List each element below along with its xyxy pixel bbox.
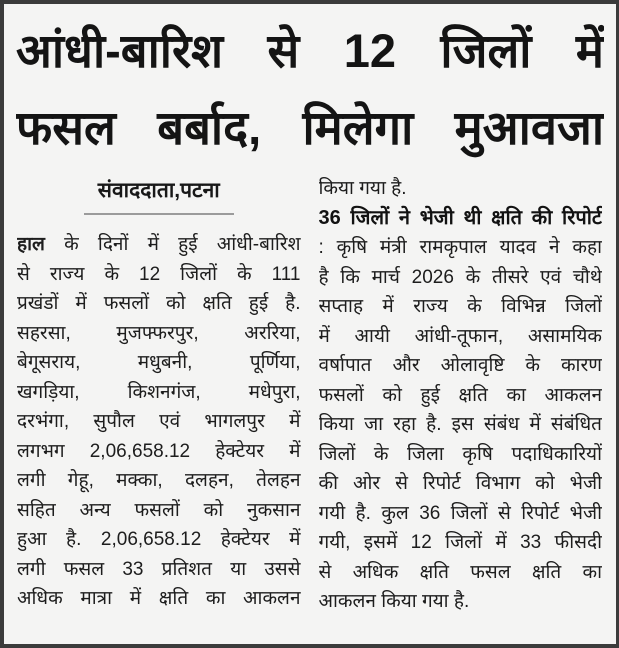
paragraph-line: लगी फसल 33 प्रतिशत या उससे (17, 558, 301, 580)
paragraph-line: दरभंगा, सुपौल एवं भागलपुर में (17, 411, 301, 432)
paragraph-line: में आयी आंधी-तूफान, असामयिक (318, 325, 602, 347)
headline (4, 4, 616, 168)
paragraph-line: अधिक मात्रा में क्षति का आकलन (17, 588, 301, 609)
byline-block (17, 174, 301, 215)
paragraph-line: लगी गेहू, मक्का, दलहन, तेलहन (17, 470, 301, 491)
paragraph-line: है कि मार्च 2026 के तीसरे एवं चौथे (318, 266, 602, 288)
paragraph-line: गयी है. कुल 36 जिलों से रिपोर्ट भेजी (318, 502, 602, 524)
paragraph-line: फसलों को हुई क्षति का आकलन (318, 384, 602, 406)
article-body (4, 168, 616, 617)
paragraph-line: सहित अन्य फसलों को नुकसान (17, 499, 301, 521)
paragraph-line: किया जा रहा है. इस संबंध में संबंधित (318, 414, 602, 435)
headline-line-2: फसल बर्बाद, मिलेगा मुआवजा (16, 101, 604, 154)
paragraph-text: के दिनों में हुई आंधी-बारिश (64, 234, 301, 255)
paragraph-line: से अधिक क्षति फसल क्षति का (318, 561, 602, 583)
byline-rule (84, 213, 234, 215)
right-column (319, 174, 603, 617)
paragraph-line: : कृषि मंत्री रामकृपाल यादव ने कहा (318, 237, 602, 258)
paragraph-line: लगभग 2,06,658.12 हेक्टेयर में (17, 440, 301, 462)
paragraph-line: जिलों के जिला कृषि पदाधिकारियों (318, 443, 602, 465)
paragraph-line: खगड़िया, किशनगंज, मधेपुरा, (17, 381, 301, 403)
paragraph-line: गयी, इसमें 12 जिलों में 33 फीसदी (318, 532, 602, 553)
paragraph-line: सहरसा, मुजफ्फरपुर, अररिया, (17, 322, 301, 344)
subheading: 36 जिलों ने भेजी थी क्षति की रिपोर्ट (318, 206, 602, 229)
paragraph-line: बेगूसराय, मधुबनी, पूर्णिया, (17, 352, 301, 373)
byline: संवाददाता,पटना (97, 179, 220, 202)
paragraph-line: आकलन किया गया है. (318, 591, 470, 612)
paragraph-line: से राज्य के 12 जिलों के 111 (17, 263, 301, 285)
paragraph-line: हुआ है. 2,06,658.12 हेक्टेयर में (17, 529, 301, 550)
paragraph-line (17, 230, 301, 260)
paragraph-line: की ओर से रिपोर्ट विभाग को भेजी (318, 473, 602, 494)
lead-word: हाल (17, 234, 45, 255)
paragraph-line: सप्ताह में राज्य के विभिन्न जिलों (318, 296, 602, 317)
paragraph-line: वर्षापात और ओलावृष्टि के कारण (318, 355, 602, 376)
left-column (17, 174, 301, 617)
headline-line-1: आंधी-बारिश से 12 जिलों में (16, 24, 604, 77)
paragraph-line: किया गया है. (318, 178, 407, 199)
paragraph-line: प्रखंडों में फसलों को क्षति हुई है. (17, 293, 301, 314)
